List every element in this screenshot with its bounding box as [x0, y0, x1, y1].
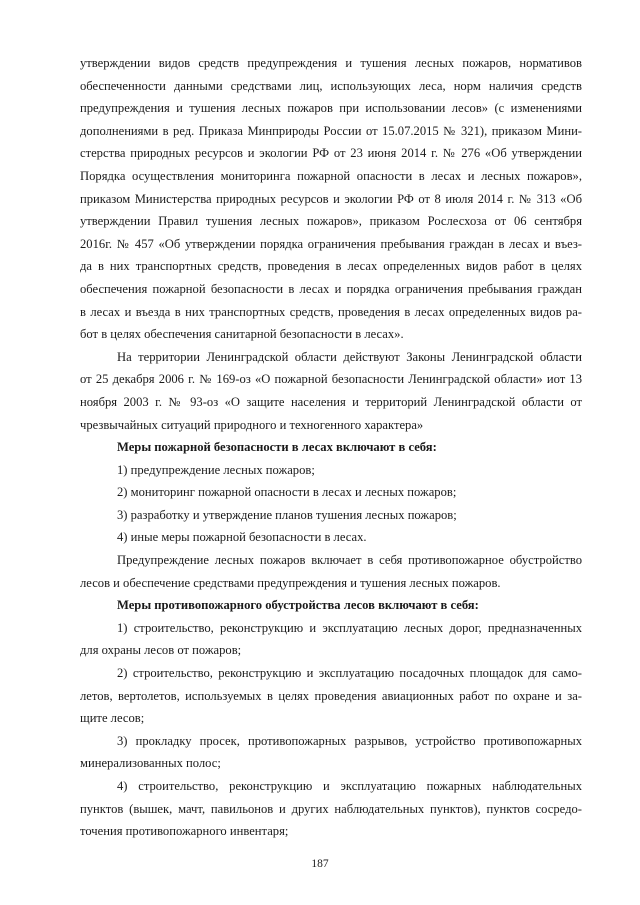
- text-line: щите лесов;: [80, 711, 145, 726]
- text-line: 4) иные меры пожарной безопасности в лесах.: [117, 530, 367, 545]
- text-line: минерализованных полос;: [80, 756, 221, 771]
- paragraph: [80, 526, 582, 549]
- paragraph: [80, 549, 582, 594]
- text-line: Меры противопожарного обустройства лесов включают в себя:: [117, 598, 479, 613]
- text-line: от 25 декабря 2006 г. № 169-оз «О пожарной безопасности Ленинградской области» иот 13: [80, 372, 582, 387]
- text-line: обеспеченности данными средствами лиц, использующих леса, норм наличия средств: [80, 78, 582, 93]
- paragraph: [80, 504, 582, 527]
- text-line: 4) строительство, реконструкцию и эксплуатацию пожарных наблюдательных: [117, 779, 582, 793]
- text-line: На территории Ленинградской области действуют Законы Ленинградской области: [117, 349, 582, 364]
- text-line: да в них транспортных средств, проведения в лесах определенных видов работ в целях: [80, 259, 582, 274]
- paragraph: [80, 459, 582, 482]
- text-line: 2016г. № 457 «Об утверждении порядка ограничения пребывания граждан в лесах и въез-: [80, 236, 582, 251]
- text-line: Порядка осуществления мониторинга пожарной опасности в лесах и лесных пожаров»,: [80, 168, 582, 183]
- text-line: стерства природных ресурсов и экологии РФ от 23 июня 2014 г. № 276 «Об утверждении: [80, 146, 582, 161]
- paragraph: [80, 617, 582, 662]
- text-line: 1) предупреждение лесных пожаров;: [117, 462, 315, 477]
- section-heading: [80, 436, 582, 459]
- text-line: бот в целях обеспечения санитарной безопасности в лесах».: [80, 327, 404, 342]
- text-line: утверждении видов средств предупреждения и тушения лесных пожаров, нормативов: [80, 56, 582, 70]
- text-line: чрезвычайных ситуаций природного и техногенного характера»: [80, 417, 424, 432]
- paragraph: [80, 662, 582, 730]
- text-line: пунктов (вышек, мачт, павильонов и других наблюдательных пунктов), пунктов сосредо-: [80, 801, 582, 816]
- text-line: приказом Министерства природных ресурсов и экологии РФ от 8 июля 2014 г. № 313 «Об: [80, 191, 582, 206]
- page-number: 187: [311, 858, 329, 870]
- paragraph: [80, 346, 582, 436]
- section-heading: [80, 594, 582, 617]
- document-body: [80, 52, 582, 843]
- text-line: 3) прокладку просек, противопожарных разрывов, устройство противопожарных: [117, 733, 582, 748]
- text-line: 3) разработку и утверждение планов тушения лесных пожаров;: [117, 507, 457, 522]
- text-line: в лесах и въезда в них транспортных средств, проведения в лесах определенных видов ра-: [80, 304, 582, 319]
- text-line: ноября 2003 г. № 93-оз «О защите населения и территорий Ленинградской области от: [80, 394, 582, 409]
- text-line: для охраны лесов от пожаров;: [80, 643, 242, 658]
- text-line: предупреждения и тушения лесных пожаров при использовании лесов» (с изменениями: [80, 101, 582, 116]
- text-line: обеспечения пожарной безопасности в лесах и порядка ограничения пребывания граждан: [80, 281, 582, 296]
- paragraph: [80, 730, 582, 775]
- paragraph: [80, 481, 582, 504]
- text-line: утверждении Правил тушения лесных пожаров», приказом Рослесхоза от 06 сентября: [80, 214, 582, 229]
- text-line: дополнениями в ред. Приказа Минприроды России от 15.07.2015 № 321), приказом Мини-: [80, 123, 582, 138]
- text-line: 1) строительство, реконструкцию и эксплуатацию лесных дорог, предназначенных: [117, 620, 582, 635]
- text-line: Меры пожарной безопасности в лесах включают в себя:: [117, 440, 437, 455]
- text-line: 2) строительство, реконструкцию и эксплуатацию посадочных площадок для само-: [117, 666, 582, 681]
- paragraph: [80, 775, 582, 843]
- text-line: летов, вертолетов, используемых в целях проведения авиационных работ по охране и за-: [80, 688, 582, 703]
- text-line: 2) мониторинг пожарной опасности в лесах и лесных пожаров;: [117, 485, 457, 500]
- text-line: Предупреждение лесных пожаров включает в себя противопожарное обустройство: [117, 553, 582, 568]
- text-line: лесов и обеспечение средствами предупреждения и тушения лесных пожаров.: [80, 575, 501, 590]
- paragraph: [80, 52, 582, 346]
- text-line: точения противопожарного инвентаря;: [80, 824, 289, 839]
